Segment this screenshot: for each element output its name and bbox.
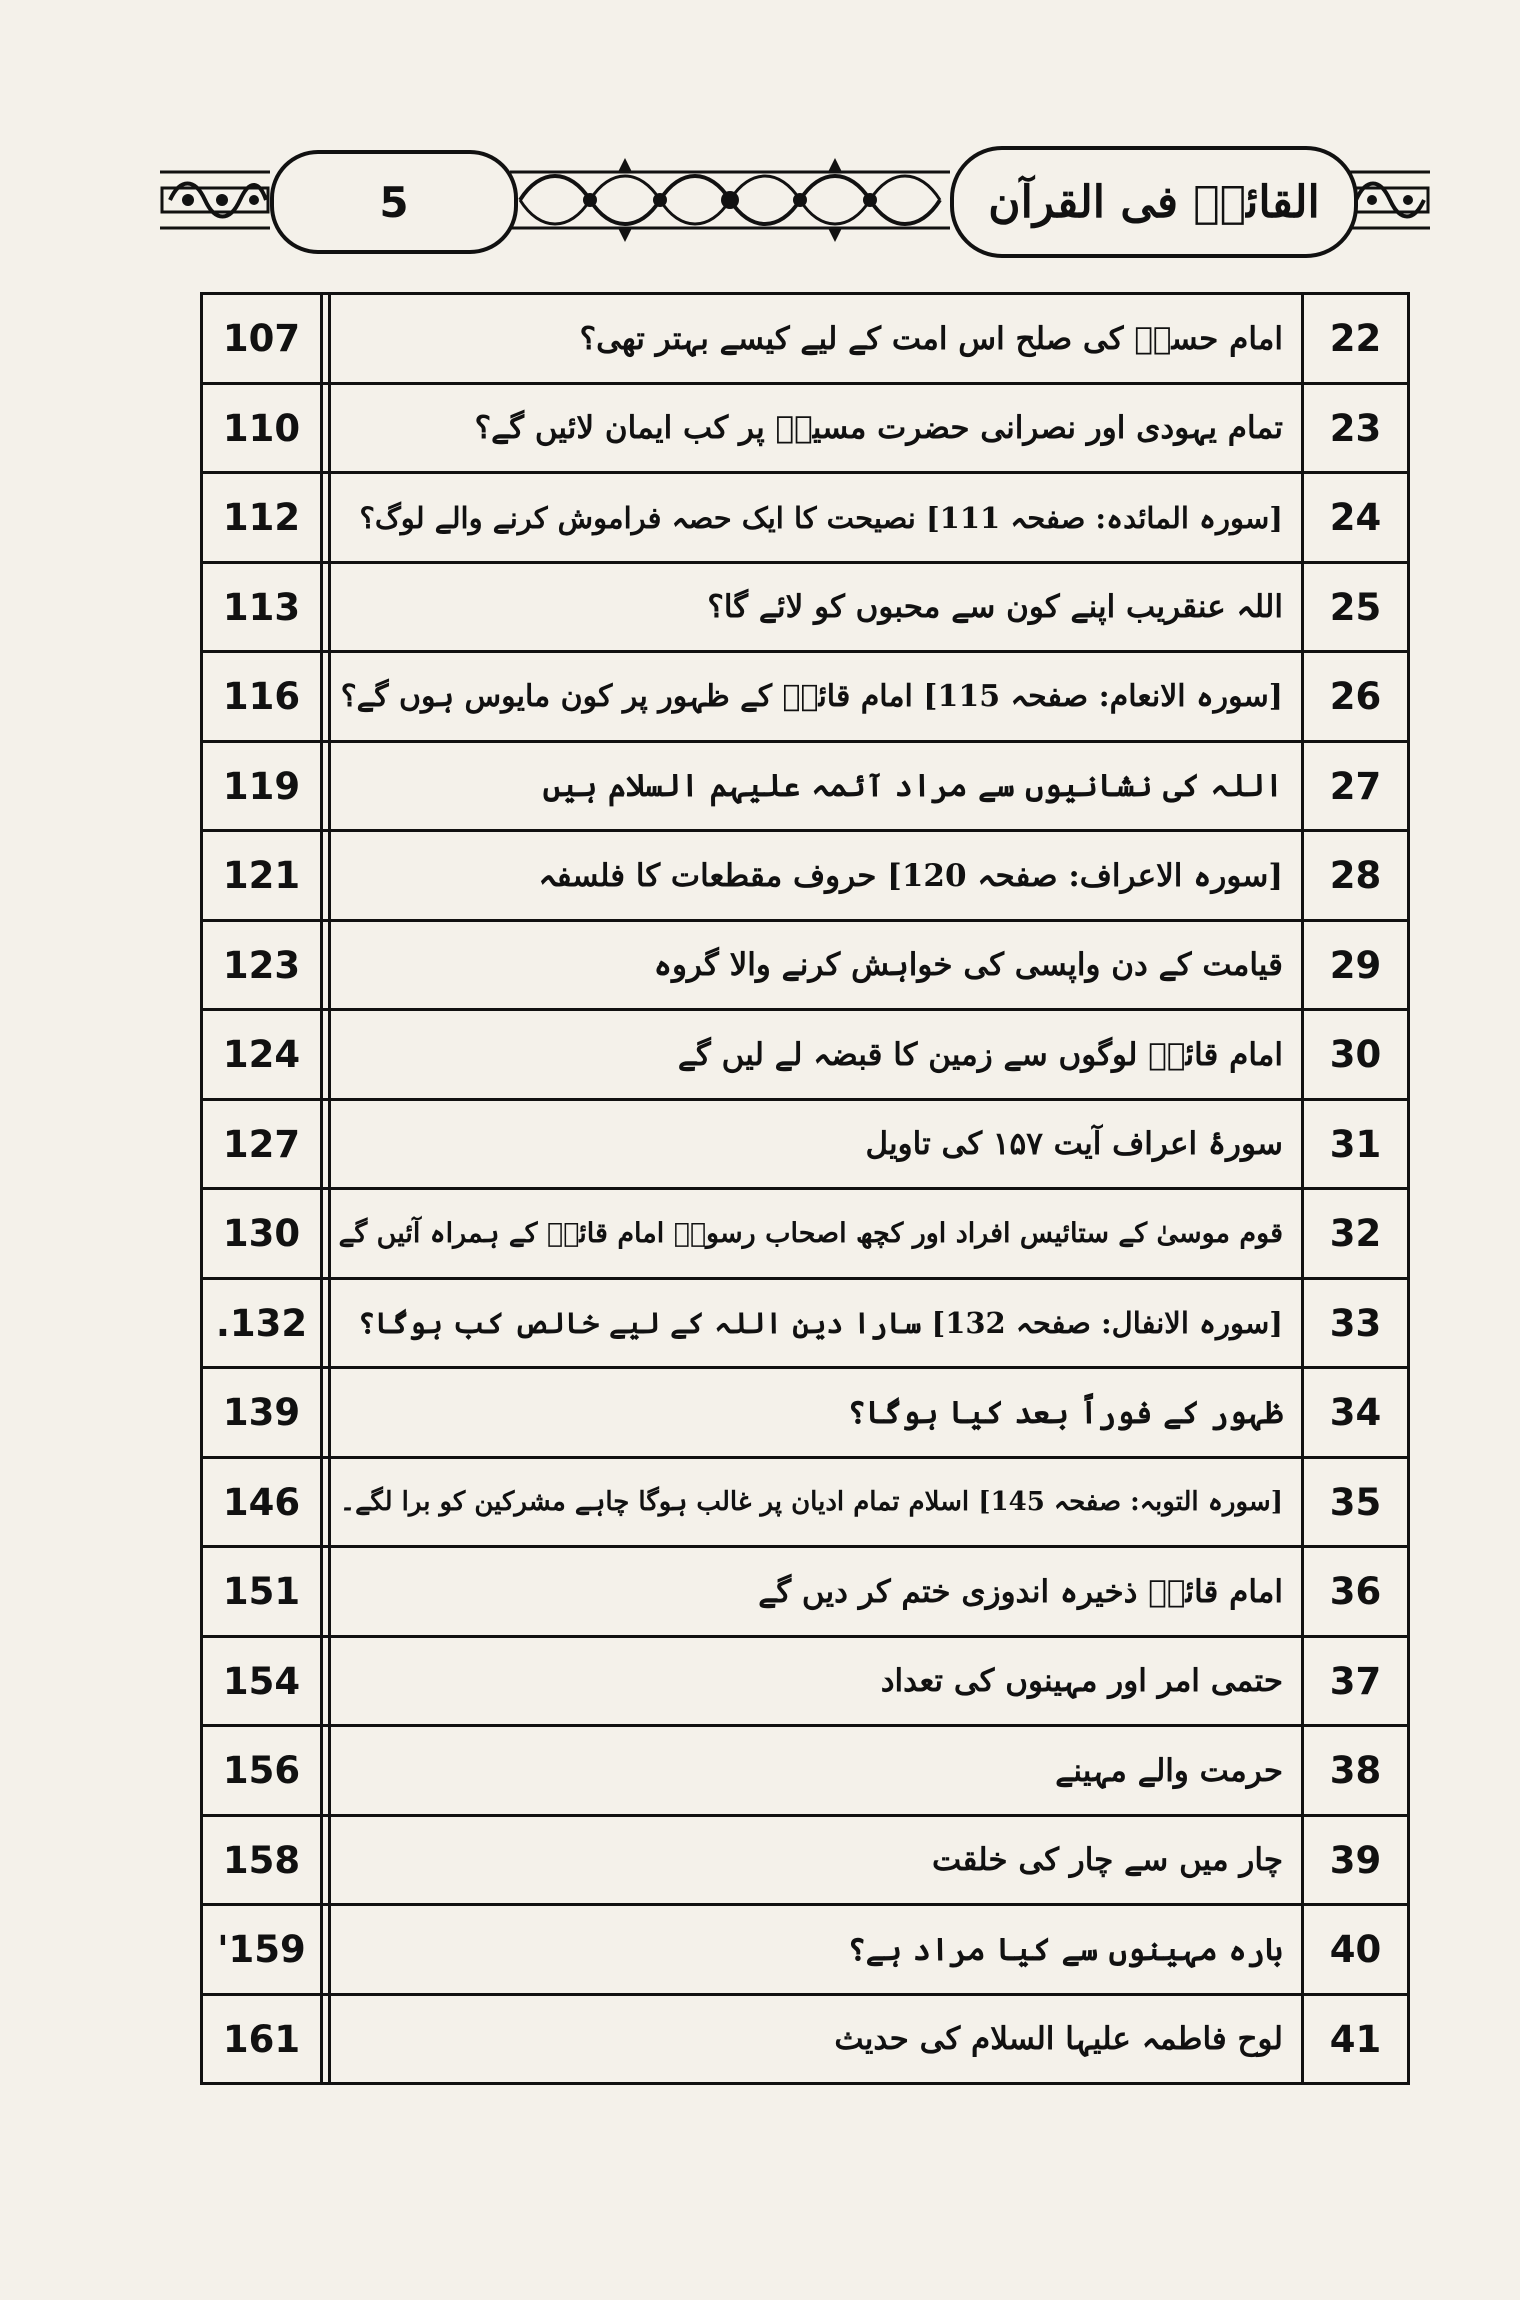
toc-page-number: 113 [202, 563, 322, 652]
toc-page-number: 124 [202, 1010, 322, 1100]
row-divider [322, 1637, 330, 1726]
toc-entry-title: ظہور کے فوراً بعد کیا ہوگا؟ [330, 1368, 1303, 1458]
toc-entry-number: 27 [1303, 742, 1409, 831]
page-header [160, 140, 1430, 260]
table-row [202, 921, 1409, 1010]
toc-entry-title: [سورہ المائدہ: صفحہ 111] نصیحت کا ایک حصہ فراموش کرنے والے لوگ؟ [330, 473, 1303, 563]
row-divider [322, 294, 330, 384]
ornament-right-icon [1350, 158, 1430, 242]
toc-page-number: 139 [202, 1368, 322, 1458]
toc-entry-title: قیامت کے دن واپسی کی خواہش کرنے والا گروہ [330, 921, 1303, 1010]
toc-entry-number: 33 [1303, 1279, 1409, 1368]
toc-entry-title: لوح فاطمہ علیہا السلام کی حدیث [330, 1995, 1303, 2084]
toc-page-number: 119 [202, 742, 322, 831]
toc-page-number: 161 [202, 1995, 322, 2084]
page-number: 5 [270, 150, 518, 254]
toc-entry-number: 40 [1303, 1905, 1409, 1995]
row-divider [322, 1816, 330, 1905]
table-row [202, 831, 1409, 921]
ornament-left-icon [160, 158, 270, 242]
toc-entry-title: امام قائمؑ ذخیرہ اندوزی ختم کر دیں گے [330, 1547, 1303, 1637]
table-row [202, 1010, 1409, 1100]
toc-page-number: 146 [202, 1458, 322, 1547]
book-title: القائمؑ فی القرآن [950, 146, 1358, 258]
toc-entry-title: چار میں سے چار کی خلقت [330, 1816, 1303, 1905]
toc-page-number: 112 [202, 473, 322, 563]
toc-entry-title: بارہ مہینوں سے کیا مراد ہے؟ [330, 1905, 1303, 1995]
toc-entry-number: 30 [1303, 1010, 1409, 1100]
table-row [202, 563, 1409, 652]
toc-entry-title: تمام یہودی اور نصرانی حضرت مسیحؑ پر کب ایمان لائیں گے؟ [330, 384, 1303, 473]
row-divider [322, 831, 330, 921]
toc-entry-number: 34 [1303, 1368, 1409, 1458]
table-row [202, 473, 1409, 563]
row-divider [322, 921, 330, 1010]
toc-page-number: 151 [202, 1547, 322, 1637]
toc-page-number: 116 [202, 652, 322, 742]
table-row [202, 742, 1409, 831]
row-divider [322, 1458, 330, 1547]
toc-entry-title: سورۂ اعراف آیت ۱۵۷ کی تاویل [330, 1100, 1303, 1189]
toc-entry-number: 37 [1303, 1637, 1409, 1726]
row-divider [322, 1189, 330, 1279]
table-row [202, 1547, 1409, 1637]
toc-page-number: 123 [202, 921, 322, 1010]
toc-page-number: 127 [202, 1100, 322, 1189]
toc-entry-title: [سورہ الانفال: صفحہ 132] سارا دین اللہ کے لیے خالص کب ہوگا؟ [330, 1279, 1303, 1368]
table-row [202, 1816, 1409, 1905]
toc-entry-number: 39 [1303, 1816, 1409, 1905]
toc-entry-number: 41 [1303, 1995, 1409, 2084]
toc-entry-title: [سورہ التوبہ: صفحہ 145] اسلام تمام ادیان پر غالب ہوگا چاہے مشرکین کو برا لگے۔ [330, 1458, 1303, 1547]
row-divider [322, 1368, 330, 1458]
toc-entry-title: اللہ کی نشانیوں سے مراد آئمہ علیہم السلام ہیں [330, 742, 1303, 831]
toc-entry-number: 29 [1303, 921, 1409, 1010]
toc-page-number: 121 [202, 831, 322, 921]
table-row [202, 1637, 1409, 1726]
toc-entry-title: قوم موسیٰ کے ستائیس افراد اور کچھ اصحاب رسولؐ امام قائمؑ کے ہمراہ آئیں گے [330, 1189, 1303, 1279]
row-divider [322, 1726, 330, 1816]
row-divider [322, 384, 330, 473]
table-row [202, 1995, 1409, 2084]
toc-entry-number: 31 [1303, 1100, 1409, 1189]
toc-entry-number: 35 [1303, 1458, 1409, 1547]
toc-entry-number: 25 [1303, 563, 1409, 652]
toc-entry-number: 24 [1303, 473, 1409, 563]
table-row [202, 294, 1409, 384]
toc-entry-number: 36 [1303, 1547, 1409, 1637]
toc-entry-number: 32 [1303, 1189, 1409, 1279]
toc-page-number: 107 [202, 294, 322, 384]
toc-entry-title: حتمی امر اور مہینوں کی تعداد [330, 1637, 1303, 1726]
row-divider [322, 742, 330, 831]
row-divider [322, 473, 330, 563]
table-row [202, 1905, 1409, 1995]
toc-entry-number: 26 [1303, 652, 1409, 742]
toc-entry-number: 38 [1303, 1726, 1409, 1816]
toc-page-number: .132 [202, 1279, 322, 1368]
row-divider [322, 563, 330, 652]
table-row [202, 1100, 1409, 1189]
table-row [202, 1189, 1409, 1279]
row-divider [322, 652, 330, 742]
row-divider [322, 1547, 330, 1637]
toc-entry-number: 22 [1303, 294, 1409, 384]
row-divider [322, 1279, 330, 1368]
table-row [202, 384, 1409, 473]
toc-entry-title: اللہ عنقریب اپنے کون سے محبوں کو لائے گا؟ [330, 563, 1303, 652]
toc-entry-title: [سورہ الاعراف: صفحہ 120] حروف مقطعات کا فلسفہ [330, 831, 1303, 921]
table-row [202, 652, 1409, 742]
table-of-contents [200, 292, 1410, 2085]
ornament-center-icon [510, 158, 950, 242]
toc-page-number: 130 [202, 1189, 322, 1279]
toc-entry-number: 23 [1303, 384, 1409, 473]
table-row [202, 1458, 1409, 1547]
toc-entry-number: 28 [1303, 831, 1409, 921]
table-row [202, 1279, 1409, 1368]
row-divider [322, 1905, 330, 1995]
toc-entry-title: امام حسنؑ کی صلح اس امت کے لیے کیسے بہتر تھی؟ [330, 294, 1303, 384]
row-divider [322, 1010, 330, 1100]
row-divider [322, 1100, 330, 1189]
toc-page-number: 154 [202, 1637, 322, 1726]
toc-entry-title: حرمت والے مہینے [330, 1726, 1303, 1816]
toc-entry-title: امام قائمؑ لوگوں سے زمین کا قبضہ لے لیں گے [330, 1010, 1303, 1100]
row-divider [322, 1995, 330, 2084]
toc-page-number: 156 [202, 1726, 322, 1816]
table-row [202, 1368, 1409, 1458]
toc-page-number: 110 [202, 384, 322, 473]
toc-page-number: 158 [202, 1816, 322, 1905]
toc-entry-title: [سورہ الانعام: صفحہ 115] امام قائمؑ کے ظہور پر کون مایوس ہوں گے؟ [330, 652, 1303, 742]
toc-page-number: '159 [202, 1905, 322, 1995]
table-row [202, 1726, 1409, 1816]
